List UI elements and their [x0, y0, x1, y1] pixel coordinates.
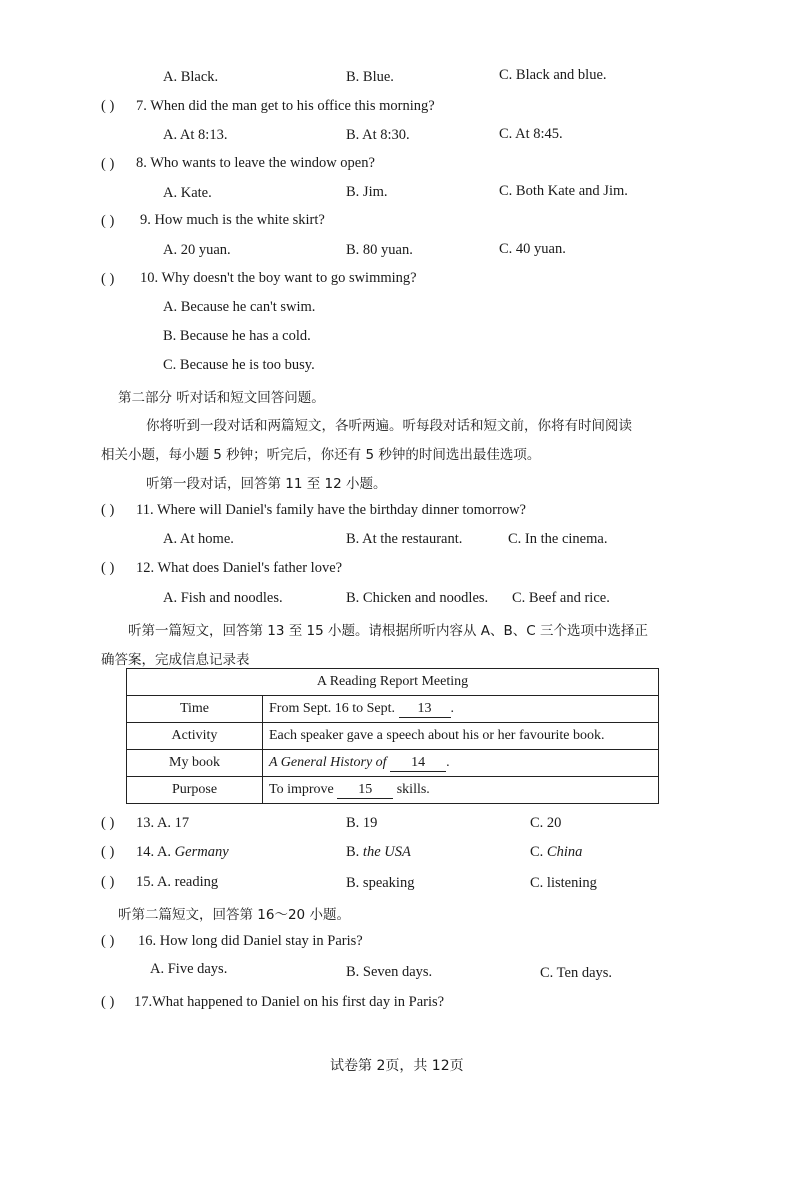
q7-option-c: C. At 8:45.	[499, 126, 563, 142]
row-value-purpose: To improve 15 skills.	[263, 777, 659, 804]
q16-paren[interactable]: ( )	[101, 933, 115, 949]
q9-option-b: B. 80 yuan.	[346, 242, 413, 258]
q10-option-c: C. Because he is too busy.	[163, 357, 315, 373]
q10-option-b: B. Because he has a cold.	[163, 328, 311, 344]
q15-paren[interactable]: ( )	[101, 874, 115, 890]
passage2-intro: 听第二篇短文，回答第 16～20 小题。	[118, 907, 350, 923]
q16-option-c: C. Ten days.	[540, 965, 613, 981]
q8-option-a: A. Kate.	[163, 185, 212, 201]
row-label-time: Time	[127, 696, 263, 723]
q11-option-c: C. In the cinema.	[508, 531, 608, 547]
q11-option-a: A. At home.	[163, 531, 234, 547]
q15-option-c: C. listening	[530, 875, 597, 891]
blank-14[interactable]: 14	[390, 755, 446, 772]
table-row	[127, 723, 659, 750]
q12-option-c: C. Beef and rice.	[512, 590, 610, 606]
q12-paren[interactable]: ( )	[101, 560, 115, 576]
blank-15[interactable]: 15	[337, 782, 393, 799]
q14-paren[interactable]: ( )	[101, 844, 115, 860]
q15-option-b: B. speaking	[346, 875, 415, 891]
q14-option-b: B. the USA	[346, 844, 411, 860]
table-row	[127, 696, 659, 723]
row-value-activity: Each speaker gave a speech about his or her favourite book.	[263, 723, 659, 750]
q9-option-c: C. 40 yuan.	[499, 241, 566, 257]
q17-paren[interactable]: ( )	[101, 994, 115, 1010]
row-value-time: From Sept. 16 to Sept. 13 .	[263, 696, 659, 723]
part2-title: 第二部分 听对话和短文回答问题。	[118, 390, 325, 406]
part2-instruction-line1: 你将听到一段对话和两篇短文，各听两遍。听每段对话和短文前，你将有时间阅读	[146, 418, 632, 434]
table-row	[127, 777, 659, 804]
passage1-intro-line2: 确答案，完成信息记录表	[101, 652, 250, 668]
q13-option-b: B. 19	[346, 815, 378, 831]
q16-option-b: B. Seven days.	[346, 964, 433, 980]
q9-stem: 9. How much is the white skirt?	[140, 212, 325, 228]
q16-stem: 16. How long did Daniel stay in Paris?	[138, 933, 363, 949]
q13-paren[interactable]: ( )	[101, 815, 115, 831]
q7-option-a: A. At 8:13.	[163, 127, 228, 143]
page-footer: 试卷第 2页，共 12页	[330, 1058, 464, 1074]
q6-option-b: B. Blue.	[346, 69, 394, 85]
q6-option-c: C. Black and blue.	[499, 67, 607, 83]
table-row	[127, 750, 659, 777]
q7-stem: 7. When did the man get to his office this morning?	[136, 98, 435, 114]
q12-option-a: A. Fish and noodles.	[163, 590, 283, 606]
q17-stem: 17.What happened to Daniel on his first day in Paris?	[134, 994, 445, 1010]
q7-option-b: B. At 8:30.	[346, 127, 410, 143]
q10-paren[interactable]: ( )	[101, 271, 115, 287]
q11-stem: 11. Where will Daniel's family have the birthday dinner tomorrow?	[136, 502, 526, 518]
row-label-purpose: Purpose	[127, 777, 263, 804]
q12-stem: 12. What does Daniel's father love?	[136, 560, 343, 576]
row-value-book: A General History of 14 .	[263, 750, 659, 777]
q15-stem: 15. A. reading	[136, 874, 219, 890]
q13-stem: 13. A. 17	[136, 815, 190, 831]
q7-paren[interactable]: ( )	[101, 98, 115, 114]
part2-instruction-line2: 相关小题，每小题 5 秒钟；听完后，你还有 5 秒钟的时间选出最佳选项。	[101, 447, 541, 463]
q11-option-b: B. At the restaurant.	[346, 531, 463, 547]
info-record-table	[126, 668, 659, 804]
q16-option-a: A. Five days.	[150, 961, 228, 977]
row-label-activity: Activity	[127, 723, 263, 750]
q13-option-c: C. 20	[530, 815, 562, 831]
q14-stem: 14. A. Germany	[136, 844, 229, 860]
q8-stem: 8. Who wants to leave the window open?	[136, 155, 375, 171]
row-label-book: My book	[127, 750, 263, 777]
q10-option-a: A. Because he can't swim.	[163, 299, 316, 315]
q8-option-b: B. Jim.	[346, 184, 388, 200]
q9-paren[interactable]: ( )	[101, 213, 115, 229]
q9-option-a: A. 20 yuan.	[163, 242, 231, 258]
q6-option-a: A. Black.	[163, 69, 219, 85]
passage1-intro-line1: 听第一篇短文，回答第 13 至 15 小题。请根据所听内容从 A、B、C 三个选项中选择正	[128, 623, 649, 639]
q14-option-c: C. China	[530, 844, 583, 860]
q10-stem: 10. Why doesn't the boy want to go swimming?	[140, 270, 417, 286]
table-title: A Reading Report Meeting	[127, 669, 659, 696]
q12-option-b: B. Chicken and noodles.	[346, 590, 489, 606]
q11-paren[interactable]: ( )	[101, 502, 115, 518]
q8-paren[interactable]: ( )	[101, 156, 115, 172]
q8-option-c: C. Both Kate and Jim.	[499, 183, 628, 199]
dialog-intro: 听第一段对话，回答第 11 至 12 小题。	[146, 476, 387, 492]
blank-13[interactable]: 13	[399, 701, 451, 718]
